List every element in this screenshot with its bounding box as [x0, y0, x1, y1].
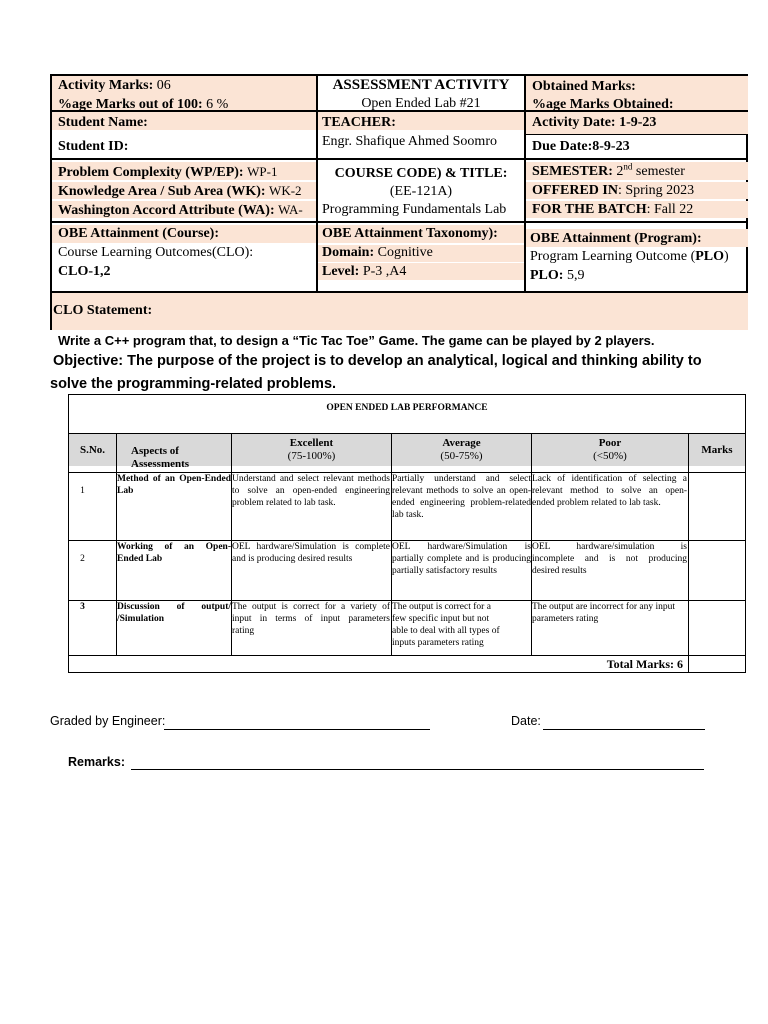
pct-marks: %age Marks out of 100: 6 %: [58, 97, 229, 112]
grid-line: [52, 291, 748, 293]
remarks-label: Remarks:: [68, 755, 125, 769]
obe-taxonomy-label: OBE Attainment Taxonomy):: [322, 226, 498, 241]
performance-table: [68, 394, 746, 673]
date-line[interactable]: [543, 729, 705, 730]
problem-complexity: Problem Complexity (WP/EP): WP-1: [58, 164, 278, 180]
course-title: Programming Fundamentals Lab: [322, 202, 507, 217]
assessment-title: ASSESSMENT ACTIVITY: [332, 77, 510, 93]
washington-accord: Washington Accord Attribute (WA): WA-: [58, 202, 303, 218]
header-shade: [52, 293, 748, 330]
col-aspects: Aspects of Assessments: [131, 445, 190, 470]
row-1-sno: 1: [80, 486, 85, 496]
row-3-sno: 3: [80, 602, 85, 612]
row-2-average: OEL hardware/Simulation is partially complete and is producing partially satisfactory results: [392, 542, 531, 576]
row-3-poor: The output are incorrect for any input parameters rating: [532, 602, 675, 624]
course-code: (EE-121A): [389, 184, 453, 199]
row-2-poor: OEL hardware/simulation is incomplete and is not producing desired results: [532, 542, 687, 576]
row-1-poor: Lack of identification of selecting a relevant method to solve an open- ended problem related to lab task.: [532, 474, 687, 508]
row-3-excellent: The output is correct for a variety of input in terms of input parameters rating: [232, 602, 390, 636]
obe-course-label: OBE Attainment (Course):: [58, 226, 219, 241]
objective-line-1: Objective: The purpose of the project is to develop an analytical, logical and thinking ability to: [53, 353, 702, 369]
remarks-line[interactable]: [131, 769, 704, 770]
clo-text: Course Learning Outcomes(CLO):: [58, 245, 254, 260]
level: Level: P-3 ,A4: [322, 264, 407, 279]
student-name-label: Student Name:: [58, 115, 148, 130]
row-2-aspect: Working of an Open- Ended Lab: [117, 542, 231, 564]
grid-line: [69, 655, 745, 656]
clo-statement-label: CLO Statement:: [53, 303, 153, 318]
row-1-aspect: Method of an Open-Ended Lab: [117, 474, 231, 496]
grid-line: [524, 76, 526, 292]
course-code-label: COURSE CODE) & TITLE:: [334, 166, 508, 181]
plo: PLO: 5,9: [530, 268, 585, 283]
domain: Domain: Cognitive: [322, 245, 433, 260]
obe-program-label: OBE Attainment (Program):: [530, 231, 702, 246]
activity-date: Activity Date: 1-9-23: [532, 115, 657, 130]
row-1-average: Partially understand and select relevant methods to solve an open- ended engineering problem-related lab task.: [392, 474, 531, 520]
col-excellent: Excellent (75-100%): [287, 437, 336, 462]
plo-text: Program Learning Outcome (PLO): [530, 249, 729, 264]
grid-line: [52, 158, 748, 160]
row-2-excellent: OEL hardware/Simulation is complete and is producing desired results: [232, 542, 390, 564]
date-label: Date:: [511, 714, 541, 728]
grid-line: [69, 433, 745, 434]
offered-in: OFFERED IN: Spring 2023: [532, 183, 695, 198]
clo-value: CLO-1,2: [58, 264, 111, 279]
activity-header-table: [50, 74, 748, 330]
semester: SEMESTER: 2nd semester: [532, 161, 685, 179]
performance-title: OPEN ENDED LAB PERFORMANCE: [326, 403, 488, 413]
row-1-excellent: Understand and select relevant methods to solve an open-ended engineering problem related to lab task.: [232, 474, 390, 508]
lab-name: Open Ended Lab #21: [361, 96, 481, 111]
teacher-name: Engr. Shafique Ahmed Soomro: [322, 134, 497, 149]
grid-line: [52, 221, 748, 223]
knowledge-area: Knowledge Area / Sub Area (WK): WK-2: [58, 183, 302, 199]
activity-marks: Activity Marks: 06: [58, 78, 171, 93]
teacher-label: TEACHER:: [322, 115, 396, 130]
row-2-sno: 2: [80, 554, 85, 564]
graded-by-line[interactable]: [164, 729, 430, 730]
col-sno: S.No.: [79, 444, 106, 456]
col-average: Average (50-75%): [440, 437, 483, 462]
task-statement: Write a C++ program that, to design a “Tic Tac Toe” Game. The game can be played by 2 players.: [58, 333, 655, 348]
col-marks: Marks: [701, 444, 733, 456]
batch: FOR THE BATCH: Fall 22: [532, 202, 694, 217]
col-poor: Poor (<50%): [593, 437, 627, 462]
grid-line: [688, 433, 689, 673]
total-marks: Total Marks: 6: [606, 657, 683, 671]
objective-line-2: solve the programming-related problems.: [50, 376, 337, 392]
student-id-label: Student ID:: [58, 139, 129, 154]
row-3-average: The output is correct for a few specific input but not able to deal with all types of inputs parameters rating: [392, 602, 500, 648]
pct-obtained-label: %age Marks Obtained:: [532, 97, 674, 112]
graded-by-label: Graded by Engineer:: [50, 714, 166, 728]
row-3-aspect: Discussion of output/ /Simulation: [117, 602, 231, 624]
obtained-marks-label: Obtained Marks:: [532, 79, 636, 94]
grid-line: [526, 134, 748, 135]
due-date: Due Date:8-9-23: [532, 139, 630, 154]
